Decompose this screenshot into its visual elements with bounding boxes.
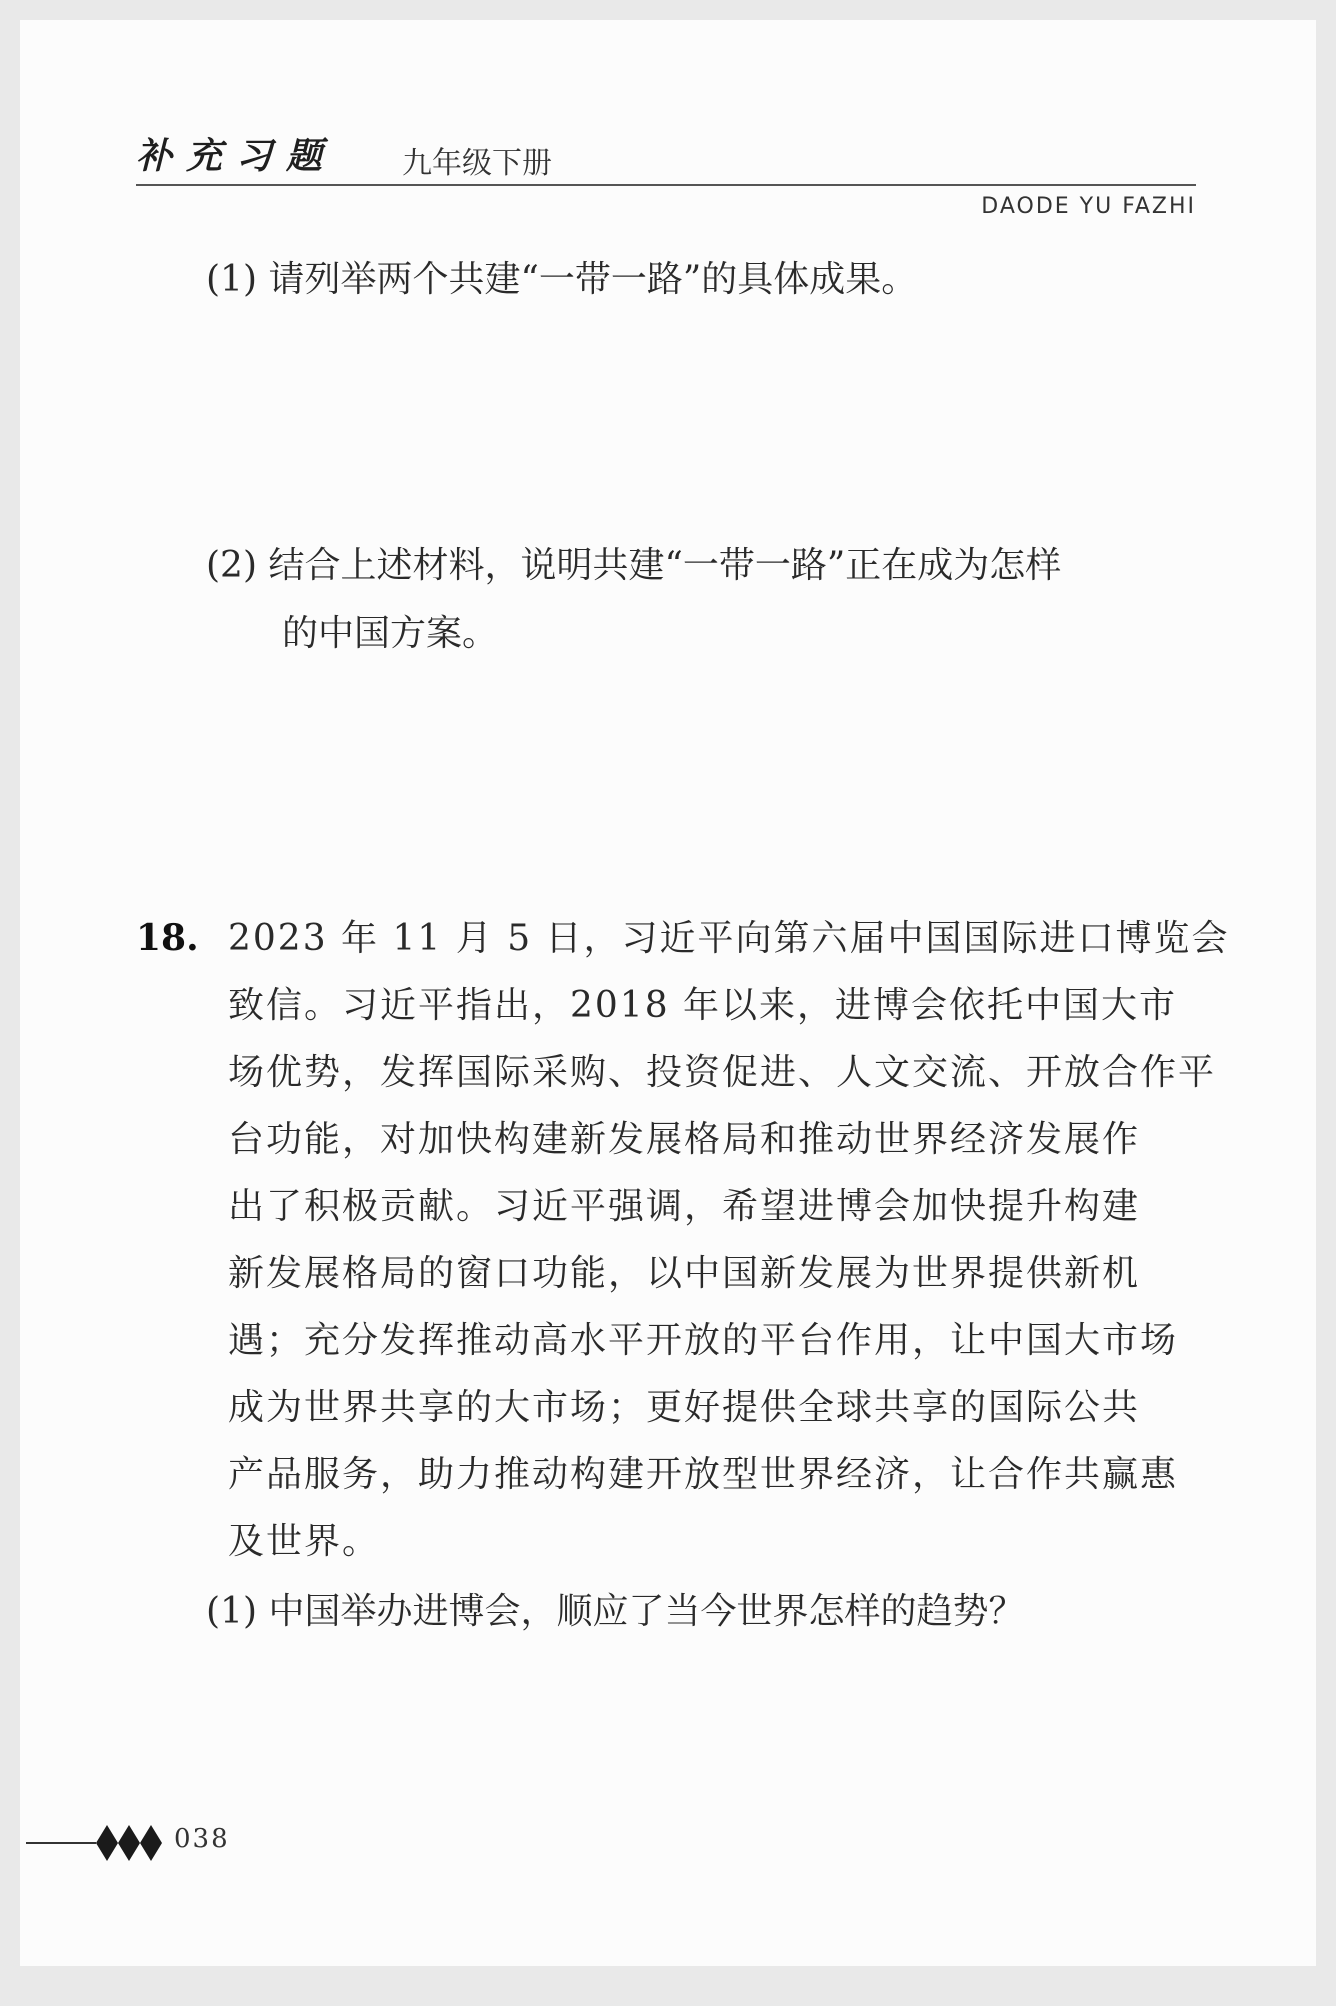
paragraph-line: 成为世界共享的大市场；更好提供全球共享的国际公共 — [228, 1387, 1141, 1428]
q17-sub1: (1) 请列举两个共建“一带一路”的具体成果。 — [206, 259, 918, 300]
footer-rule — [26, 1842, 96, 1844]
paragraph-line: 出了积极贡献。习近平强调，希望进博会加快提升构建 — [228, 1186, 1141, 1227]
q17-sub2-line2: 的中国方案。 — [282, 613, 499, 654]
q18-paragraph — [228, 905, 1230, 1575]
paragraph-line: 场优势，发挥国际采购、投资促进、人文交流、开放合作平 — [228, 1052, 1217, 1093]
page-number: 038 — [174, 1824, 230, 1854]
paragraph-line: 产品服务，助力推动构建开放型世界经济，让合作共赢惠 — [228, 1454, 1179, 1495]
header-rule — [136, 184, 1196, 186]
series-title: 补充习题 — [136, 135, 337, 177]
subject-label: DAODE YU FAZHI — [981, 194, 1196, 219]
paragraph-line: 致信。习近平指出，2018 年以来，进博会依托中国大市 — [228, 985, 1178, 1026]
paragraph-line: 遇；充分发挥推动高水平开放的平台作用，让中国大市场 — [228, 1320, 1179, 1361]
paragraph-line: 及世界。 — [228, 1521, 381, 1562]
q17-sub2-line1: (2) 结合上述材料，说明共建“一带一路”正在成为怎样 — [206, 545, 1062, 586]
diamond-ornament-icon — [96, 1821, 162, 1865]
q18-sub1: (1) 中国举办进博会，顺应了当今世界怎样的趋势？ — [206, 1591, 1025, 1632]
volume-label: 九年级下册 — [402, 146, 552, 181]
textbook-page — [20, 20, 1316, 1966]
paragraph-line: 新发展格局的窗口功能，以中国新发展为世界提供新机 — [228, 1253, 1141, 1294]
paragraph-line: 2023 年 11 月 5 日，习近平向第六届中国国际进口博览会 — [228, 918, 1230, 959]
question-number: 18. — [136, 917, 199, 959]
paragraph-line: 台功能，对加快构建新发展格局和推动世界经济发展作 — [228, 1119, 1141, 1160]
